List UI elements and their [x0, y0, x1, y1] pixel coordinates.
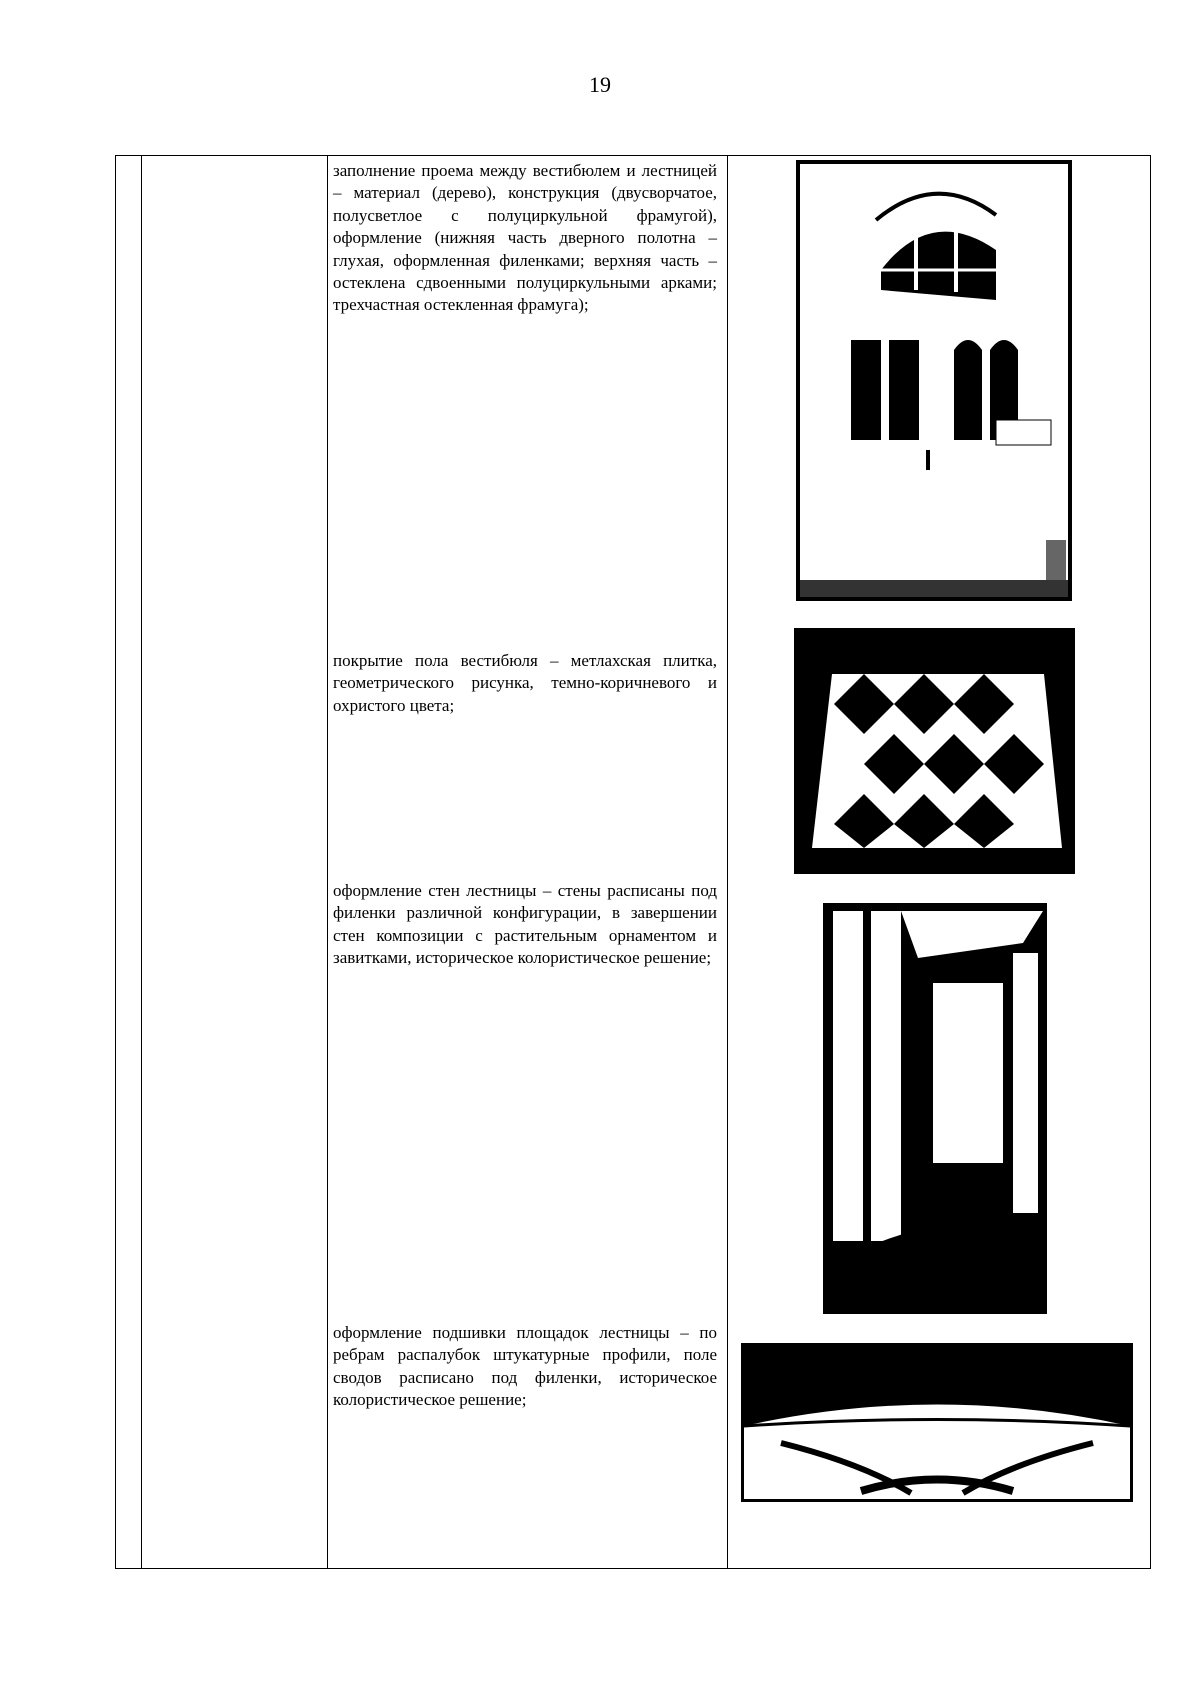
- entry-walls-description: [333, 880, 717, 970]
- staircase-walls-photo: [823, 903, 1047, 1314]
- page-number: 19: [589, 72, 611, 97]
- entry-ceiling-description: [333, 1322, 717, 1412]
- entry-text: оформление подшивки площадок лестницы – по ребрам распалубок штукатурные профили, поле сводов расписано под филенки, историческое колористическое решение;: [333, 1323, 717, 1410]
- door-photo: [796, 160, 1072, 601]
- floor-tile-photo: [794, 628, 1075, 874]
- column-divider-1: [141, 156, 142, 1568]
- entry-door-description: [333, 160, 717, 317]
- column-divider-3: [727, 156, 728, 1568]
- landing-ceiling-photo: [741, 1343, 1133, 1502]
- entry-floor-description: [333, 650, 717, 717]
- entry-text: заполнение проема между вестибюлем и лестницей – материал (дерево), конструкция (двусворчатое, полусветлое с полуциркульной фрамугой), оформление (нижняя часть дверного полотна – глухая, оформленная филенками; верхняя часть – остеклена сдвоенными полуциркульными арками; трехчастная остекленная фрамуга);: [333, 161, 717, 315]
- column-divider-2: [327, 156, 328, 1568]
- entry-text: оформление стен лестницы – стены расписаны под филенки различной конфигурации, в завершении стен композиции с растительным орнаментом и завитками, историческое колористическое решение;: [333, 881, 717, 968]
- entry-text: покрытие пола вестибюля – метлахская плитка, геометрического рисунка, темно-коричневого и охристого цвета;: [333, 651, 717, 715]
